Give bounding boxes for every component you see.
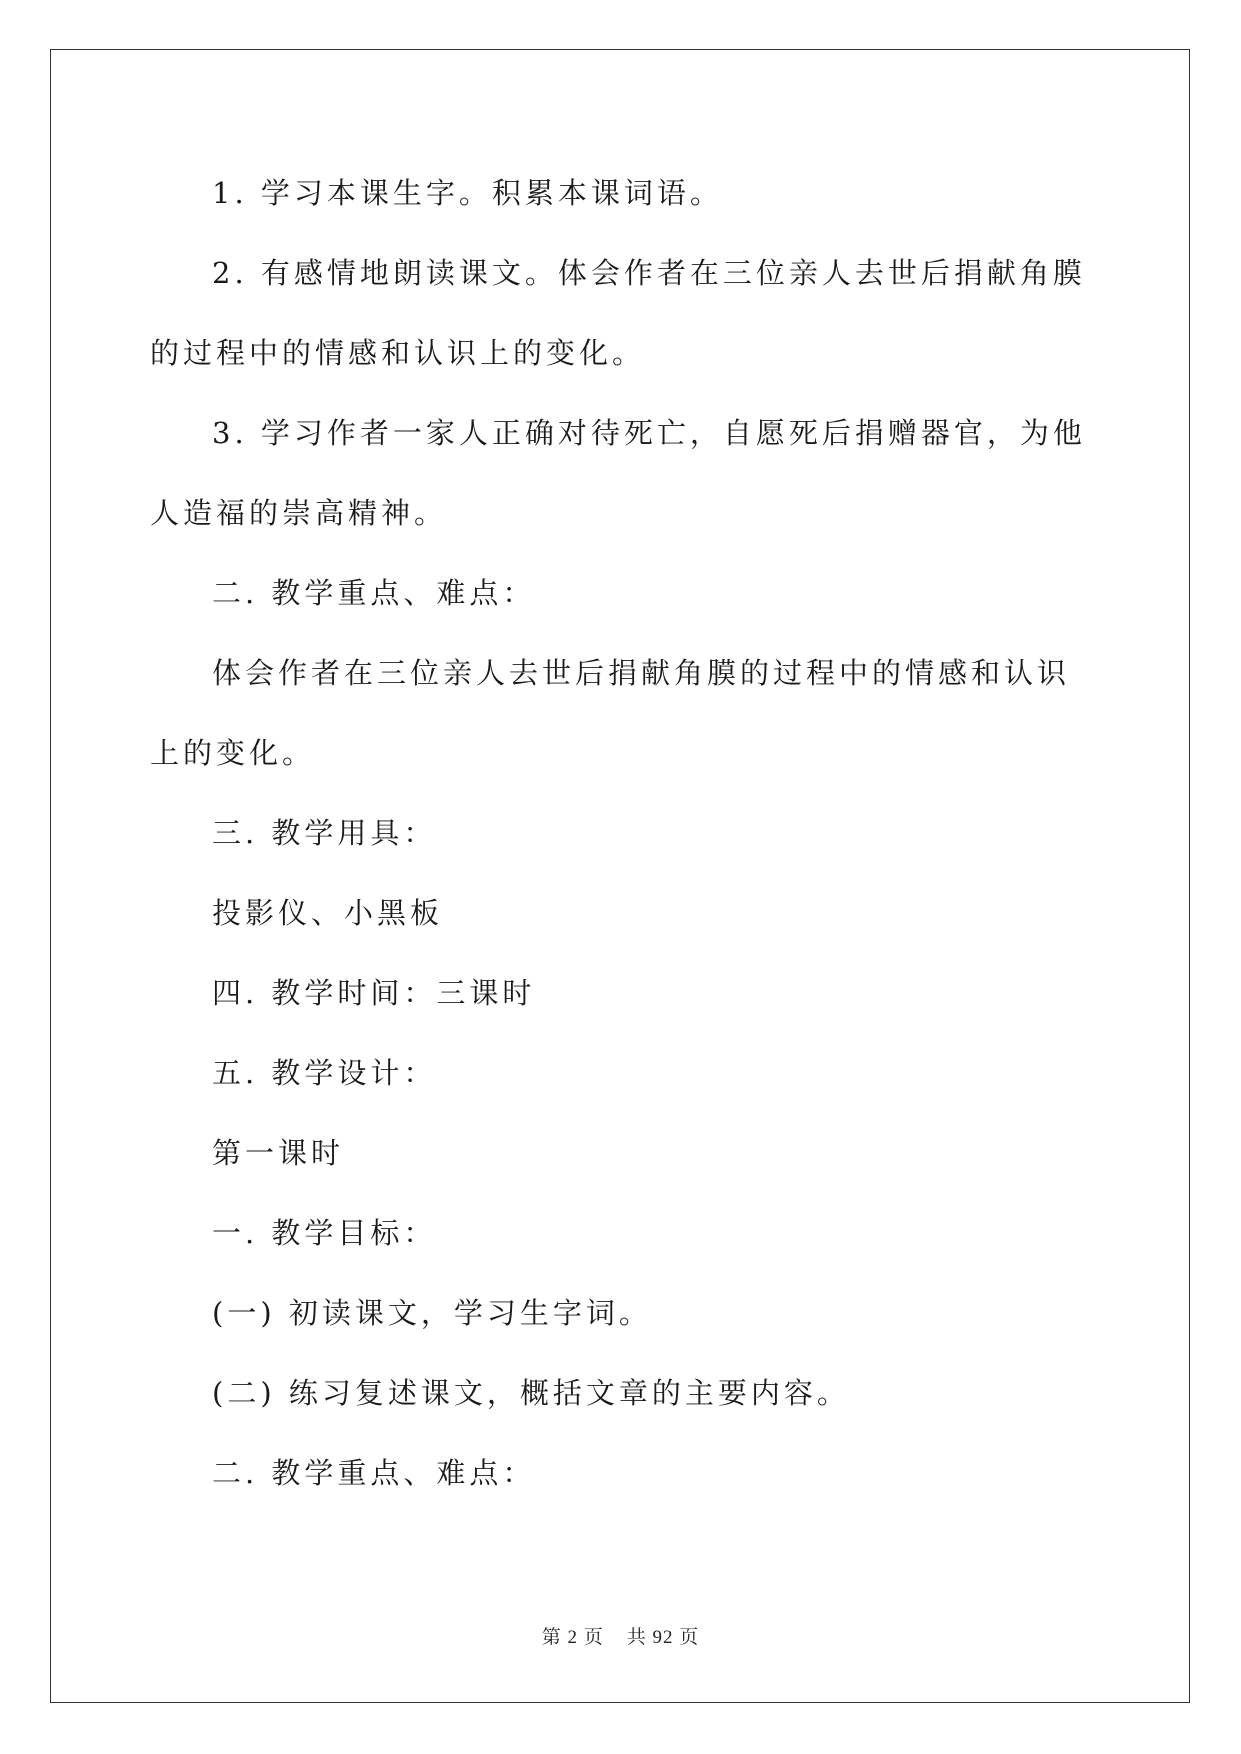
paragraph-teaching-aids: 投影仪、小黑板 [212, 896, 444, 930]
heading-teaching-time: 四. 教学时间：三课时 [212, 976, 536, 1010]
heading-key-points: 二. 教学重点、难点： [212, 576, 536, 610]
total-pages: 共 92 页 [626, 1627, 700, 1648]
heading-lesson-objectives: 一. 教学目标： [212, 1216, 437, 1250]
page-number: 第 2 页 [541, 1627, 604, 1648]
paragraph-key-points: 体会作者在三位亲人去世后捐献角膜的过程中的情感和认识上的变化。 [150, 656, 1071, 770]
paragraph-lesson-objective-2: (二) 练习复述课文，概括文章的主要内容。 [212, 1376, 850, 1410]
paragraph-objective-1: 1. 学习本课生字。积累本课词语。 [212, 176, 723, 210]
page-footer [0, 1622, 1241, 1649]
paragraph-objective-3: 3. 学习作者一家人正确对待死亡，自愿死后捐赠器官，为他人造福的崇高精神。 [150, 416, 1086, 530]
paragraph-lesson-objective-1: (一) 初读课文，学习生字词。 [212, 1296, 652, 1330]
heading-lesson-key-points: 二. 教学重点、难点： [212, 1456, 536, 1490]
paragraph-objective-2: 2. 有感情地朗读课文。体会作者在三位亲人去世后捐献角膜的过程中的情感和认识上的变化。 [150, 256, 1086, 370]
heading-first-lesson: 第一课时 [212, 1136, 345, 1170]
heading-teaching-aids: 三. 教学用具： [212, 816, 437, 850]
heading-teaching-design: 五. 教学设计： [212, 1056, 437, 1090]
